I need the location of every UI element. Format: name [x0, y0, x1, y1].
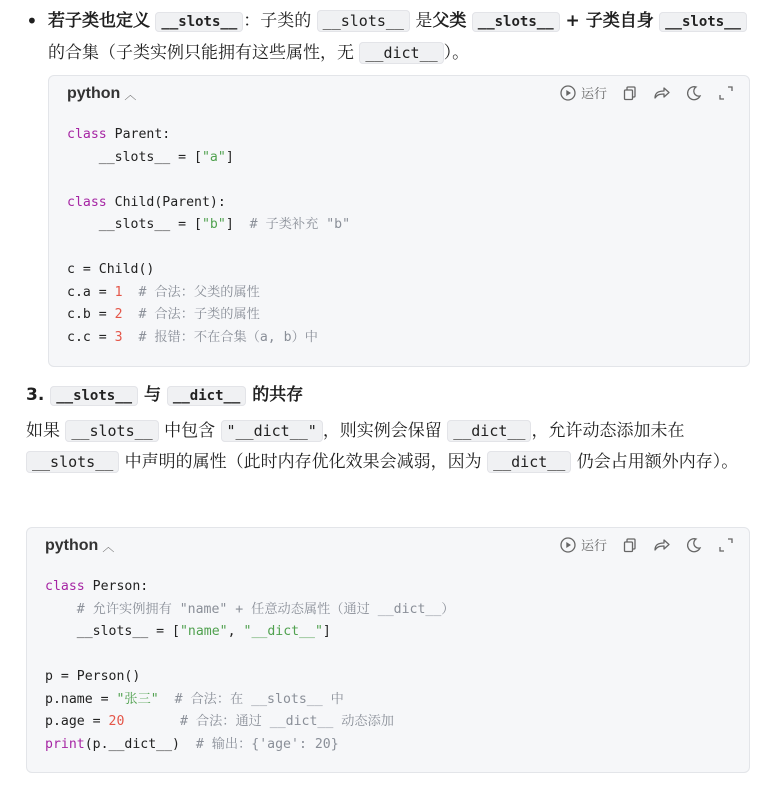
bullet-item — [26, 6, 756, 69]
bold-text: 父类 — [432, 11, 467, 31]
bold-prefix: 若子类也定义 — [48, 11, 150, 31]
share-icon[interactable] — [653, 536, 671, 554]
run-button[interactable] — [560, 83, 607, 102]
code-block-header — [49, 76, 749, 112]
text: 的合集（子类实例只能拥有这些属性，无 — [48, 43, 354, 63]
inline-code: __slots__ — [472, 12, 560, 32]
inline-code: __slots__ — [659, 12, 747, 32]
collapse-chevron-icon[interactable]: ︿ — [102, 539, 115, 554]
fullscreen-icon[interactable] — [717, 84, 735, 102]
collapse-chevron-icon[interactable]: ︿ — [124, 87, 137, 102]
inline-code: __slots__ — [50, 386, 138, 406]
bold-text: + — [559, 11, 586, 31]
code-content: class Person: # 允许实例拥有 "name" + 任意动态属性（通过 __dict__） __slots__ = ["name", "__dict__"] p = Person() p.name = "张三" # 合法：在 __slots__ 中 p.age = 20 # 合法：通过 __dict__ 动态添加 print(p.__dict__) # 输出：{'age': 20} — [45, 579, 455, 752]
copy-icon[interactable] — [621, 84, 639, 102]
code-block-header — [27, 528, 749, 564]
inline-code: __dict__ — [487, 451, 571, 473]
text: ）。 — [443, 43, 470, 63]
text: 与 — [138, 385, 167, 405]
run-label: 运行 — [580, 87, 607, 102]
share-icon[interactable] — [653, 84, 671, 102]
inline-code: __slots__ — [65, 420, 158, 442]
inline-code: __dict__ — [167, 386, 246, 406]
paragraph: 如果 __slots__ 中包含 "__dict__" ，则实例会保留 __dict__ ，允许动态添加未在 __slots__ 中声明的属性（此时内存优化效果会减弱，因为 __dict__ 仍会占用额外内存）。 — [26, 421, 739, 472]
inline-code: __dict__ — [447, 420, 531, 442]
text: ：子类的 — [243, 11, 312, 31]
theme-moon-icon[interactable] — [685, 536, 703, 554]
inline-code: __slots__ — [317, 10, 410, 32]
heading-number: 3. — [26, 385, 51, 405]
text: 的共存 — [246, 385, 304, 405]
inline-code: __dict__ — [359, 42, 443, 64]
inline-code: __slots__ — [26, 451, 119, 473]
section-heading — [26, 381, 303, 410]
inline-code: "__dict__" — [221, 420, 323, 442]
play-icon — [560, 537, 576, 553]
code-block — [48, 75, 750, 367]
fullscreen-icon[interactable] — [717, 536, 735, 554]
run-label: 运行 — [580, 539, 607, 554]
inline-code: __slots__ — [155, 12, 243, 32]
code-block — [26, 527, 750, 773]
run-button[interactable] — [560, 535, 607, 554]
code-content: class Parent: __slots__ = ["a"] class Child(Parent): __slots__ = ["b"] # 子类补充 "b" c = Child() c.a = 1 # 合法：父类的属性 c.b = 2 # 合法：子类的属性 c.c = 3 # 报错：不在合集（a, b）中 — [67, 127, 351, 345]
language-label: python — [67, 85, 121, 102]
copy-icon[interactable] — [621, 536, 639, 554]
theme-moon-icon[interactable] — [685, 84, 703, 102]
bullet-dot: • — [26, 9, 38, 33]
play-icon — [560, 85, 576, 101]
text: 是 — [415, 11, 433, 31]
language-label: python — [45, 537, 99, 554]
bold-text: 子类自身 — [585, 11, 654, 31]
